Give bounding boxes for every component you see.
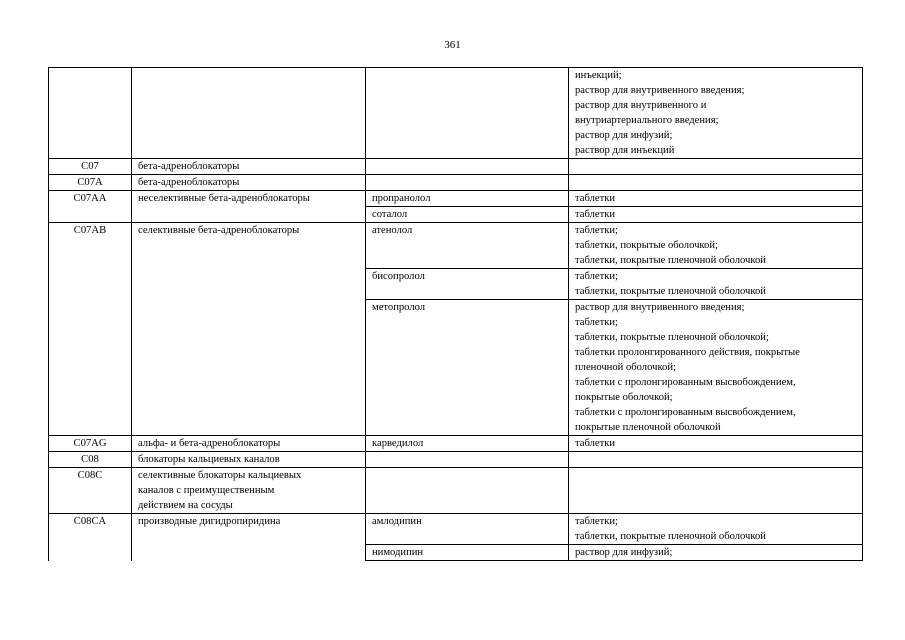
group-name: селективные блокаторы кальциевых: [138, 470, 302, 481]
dosage-form: раствор для внутривенного введения;: [575, 302, 745, 313]
drug-name-cell: [366, 452, 569, 468]
table-row: [49, 159, 863, 175]
atc-code: C07AB: [49, 223, 132, 436]
dosage-form: таблетки: [569, 207, 863, 223]
dosage-form: раствор для внутривенного введения;: [575, 85, 745, 96]
dosage-form-cell: [569, 159, 863, 175]
atc-code: C08: [49, 452, 132, 468]
drug-name: соталол: [366, 207, 569, 223]
dosage-form: раствор для инфузий;: [575, 130, 673, 141]
group-name: каналов с преимущественным: [138, 485, 275, 496]
dosage-form-cell: [569, 300, 863, 436]
dosage-form: раствор для инфузий;: [569, 545, 863, 561]
dosage-form: внутриартериального введения;: [575, 115, 719, 126]
group-name: альфа- и бета-адреноблокаторы: [132, 436, 366, 452]
dosage-form: раствор для инъекций: [575, 145, 675, 156]
atc-code: C07A: [49, 175, 132, 191]
dosage-form-cell: [569, 468, 863, 514]
atc-code: C07AA: [49, 191, 132, 223]
group-name: селективные бета-адреноблокаторы: [132, 223, 366, 436]
group-name: производные дигидропиридина: [132, 514, 366, 561]
drug-name-cell: [366, 175, 569, 191]
drug-name: амлодипин: [366, 514, 569, 545]
dosage-form: таблетки с пролонгированным высвобождением,: [575, 377, 796, 388]
group-name: действием на сосуды: [138, 500, 233, 511]
table-row: [49, 452, 863, 468]
dosage-form: таблетки: [569, 191, 863, 207]
group-cell: [132, 68, 366, 159]
dosage-form: таблетки: [569, 436, 863, 452]
table-row: [49, 68, 863, 159]
group-name: бета-адреноблокаторы: [132, 175, 366, 191]
table-row: [49, 468, 863, 514]
atc-code: C07AG: [49, 436, 132, 452]
dosage-form-cell: [569, 223, 863, 269]
table-row: [49, 191, 863, 207]
dosage-form: таблетки;: [575, 317, 618, 328]
drug-name: атенолол: [366, 223, 569, 269]
dosage-form: таблетки;: [575, 516, 618, 527]
dosage-form: таблетки пролонгированного действия, покрытые: [575, 347, 800, 358]
dosage-form: таблетки, покрытые пленочной оболочкой: [575, 255, 766, 266]
drug-name-cell: [366, 159, 569, 175]
table-row: [49, 514, 863, 545]
dosage-form-cell: [569, 452, 863, 468]
dosage-form: таблетки с пролонгированным высвобождением,: [575, 407, 796, 418]
drug-name: карведилол: [366, 436, 569, 452]
table-row: [49, 175, 863, 191]
dosage-form: покрытые оболочкой;: [575, 392, 673, 403]
page-number: 361: [444, 39, 461, 51]
table-row: [49, 223, 863, 269]
atc-code-cell: [49, 68, 132, 159]
atc-code: C08C: [49, 468, 132, 514]
dosage-form: покрытые пленочной оболочкой: [575, 422, 721, 433]
atc-code: C07: [49, 159, 132, 175]
table-row: [49, 436, 863, 452]
dosage-form: таблетки;: [575, 225, 618, 236]
dosage-form: таблетки, покрытые пленочной оболочкой;: [575, 332, 769, 343]
dosage-form: таблетки, покрытые оболочкой;: [575, 240, 718, 251]
dosage-form: таблетки, покрытые пленочной оболочкой: [575, 531, 766, 542]
dosage-form: раствор для внутривенного и: [575, 100, 707, 111]
dosage-form-cell: [569, 175, 863, 191]
group-name-cell: [132, 468, 366, 514]
drug-name: пропранолол: [366, 191, 569, 207]
dosage-form: таблетки, покрытые пленочной оболочкой: [575, 286, 766, 297]
dosage-form: пленочной оболочкой;: [575, 362, 676, 373]
drug-name-cell: [366, 468, 569, 514]
dosage-form-cell: [569, 514, 863, 545]
drug-name: нимодипин: [366, 545, 569, 561]
drug-name: метопролол: [366, 300, 569, 436]
dosage-form: таблетки;: [575, 271, 618, 282]
group-name: неселективные бета-адреноблокаторы: [132, 191, 366, 223]
drug-name: бисопролол: [366, 269, 569, 300]
group-name: блокаторы кальциевых каналов: [132, 452, 366, 468]
dosage-form: инъекций;: [575, 70, 622, 81]
group-name: бета-адреноблокаторы: [132, 159, 366, 175]
dosage-form-cell: [569, 68, 863, 159]
drug-name-cell: [366, 68, 569, 159]
drug-classification-table: [48, 67, 863, 561]
atc-code: C08CA: [49, 514, 132, 561]
dosage-form-cell: [569, 269, 863, 300]
